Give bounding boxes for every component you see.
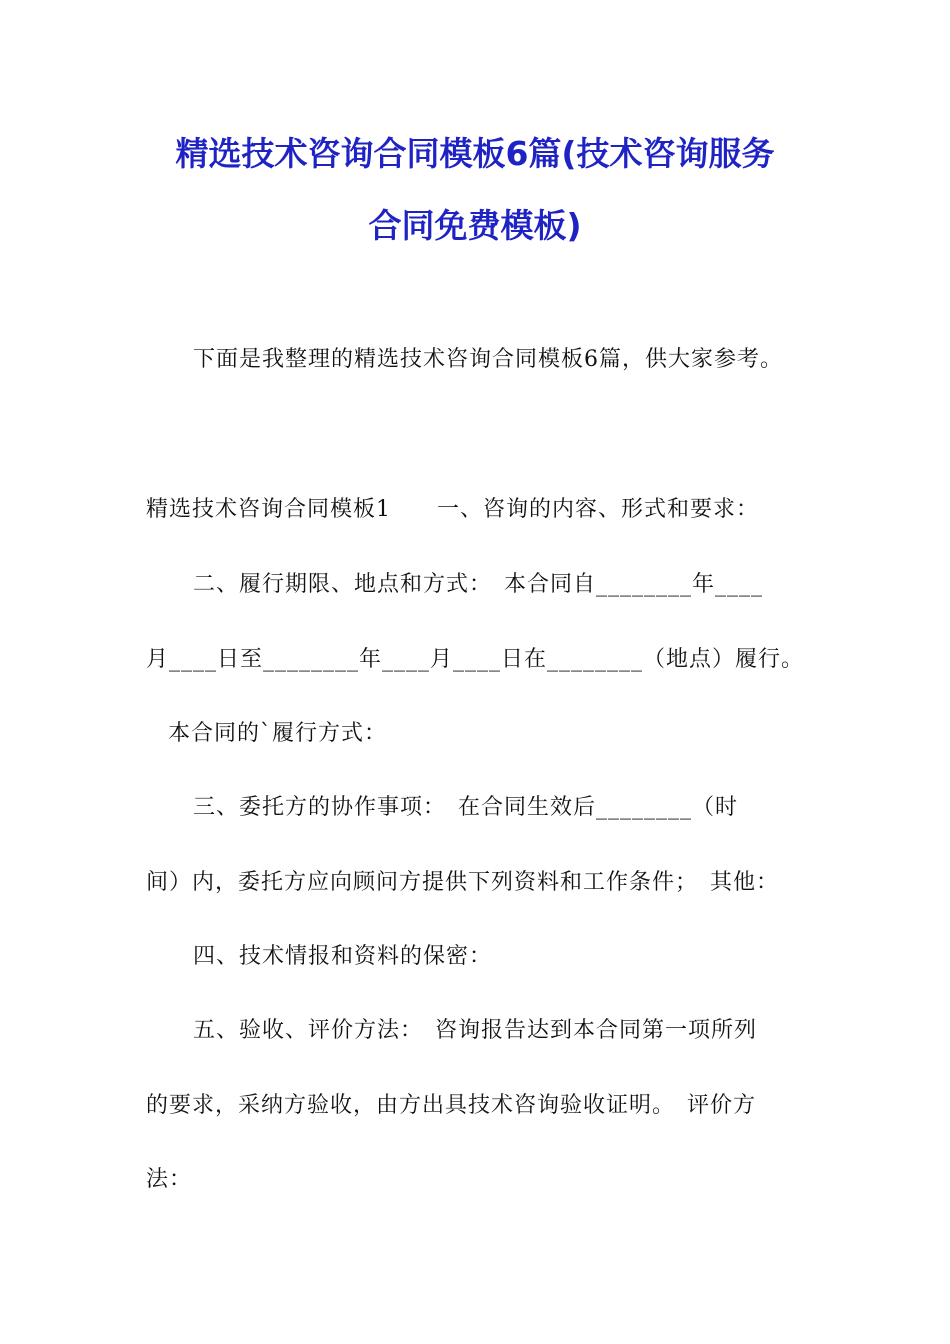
intro-paragraph: 下面是我整理的精选技术咨询合同模板6篇，供大家参考。 bbox=[193, 347, 783, 372]
contract-heading-line: 精选技术咨询合同模板1 一、咨询的内容、形式和要求： bbox=[146, 497, 759, 522]
clause-5-line-2: 的要求，采纳方验收，由方出具技术咨询验收证明。 评价方 bbox=[146, 1093, 757, 1118]
clause-2-line-3: 本合同的`履行方式： bbox=[168, 721, 388, 746]
clause-5-line-3: 法： bbox=[146, 1167, 193, 1192]
clause-5-line-1: 五、验收、评价方法： 咨询报告达到本合同第一项所列 bbox=[193, 1018, 758, 1043]
clause-3-line-1: 三、委托方的协作事项： 在合同生效后________（时 bbox=[193, 795, 739, 820]
clause-2-line-1: 二、履行期限、地点和方式： 本合同自________年____ bbox=[193, 572, 764, 597]
document-title-line-1: 精选技术咨询合同模板6篇(技术咨询服务 bbox=[175, 134, 775, 173]
clause-4-line: 四、技术情报和资料的保密： bbox=[193, 944, 493, 969]
clause-3-line-2: 间）内，委托方应向顾问方提供下列资料和工作条件； 其他： bbox=[146, 870, 780, 895]
clause-2-line-2: 月____日至________年____月____日在________（地点）履行。 bbox=[146, 647, 805, 672]
document-title-line-2: 合同免费模板) bbox=[368, 206, 582, 245]
